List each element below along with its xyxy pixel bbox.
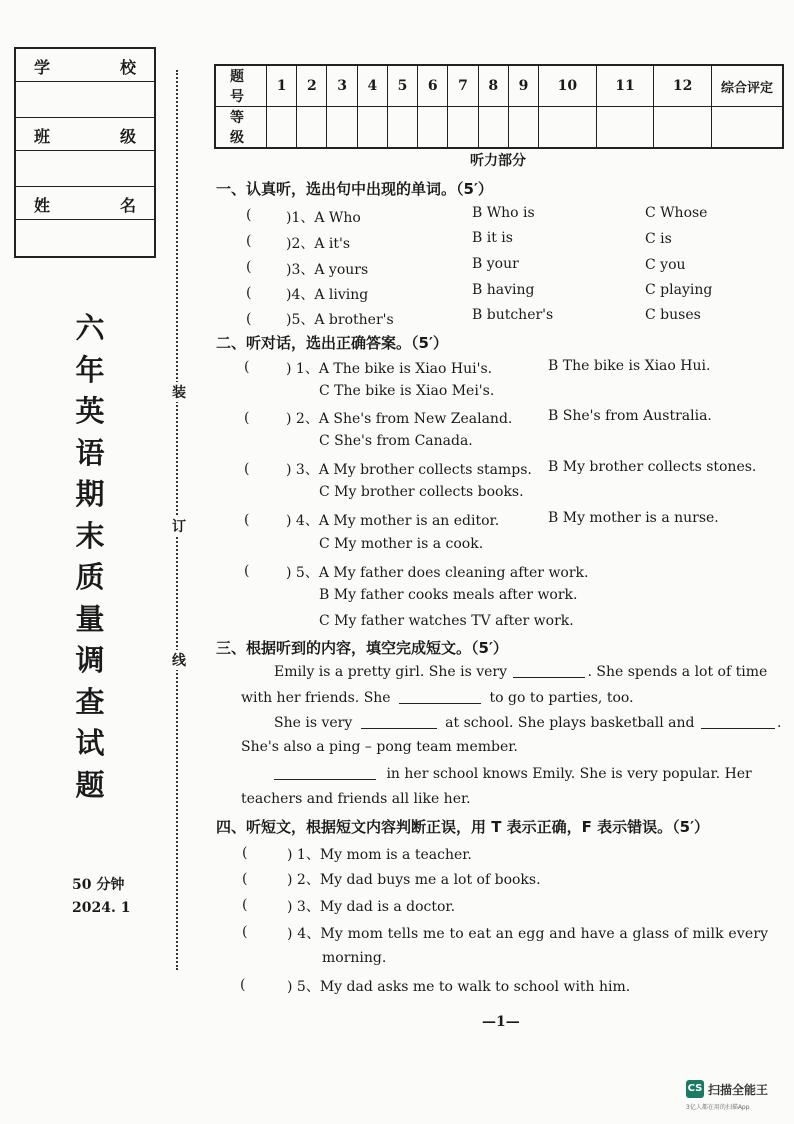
answer-paren[interactable]: ( [244,359,250,375]
s3-text: . [776,715,782,731]
s2-q4-a: ) 4、A My mother is an editor. [286,513,500,529]
score-header-question-no: 题 号 [215,65,267,107]
score-col-number: 11 [596,65,654,107]
listening-part-title: 听力部分 [470,153,526,169]
s1-q1-a: )1、A Who [286,210,361,226]
grade-cell[interactable] [539,107,597,149]
grade-cell[interactable] [387,107,417,149]
section-1-title: 一、认真听，选出句中出现的单词。（5′） [216,180,493,198]
s2-q3-c: C My brother collects books. [319,484,524,500]
grade-cell[interactable] [478,107,508,149]
grade-cell[interactable] [712,107,784,149]
s1-q1-c: C Whose [645,205,708,221]
title-char: 调 [75,643,105,677]
grade-cell[interactable] [508,107,538,149]
s3-text: Emily is a pretty girl. She is very [274,664,508,680]
school-label-char-1: 学 [34,58,51,77]
answer-paren[interactable]: ( [246,285,252,301]
s1-q2-a: )2、A it's [286,236,351,252]
s2-q1-c: C The bike is Xiao Mei's. [319,383,495,399]
answer-paren[interactable]: ( [244,410,250,426]
answer-paren[interactable]: ( [246,311,252,327]
section-4-title: 四、听短文，根据短文内容判断正误，用 T 表示正确，F 表示错误。（5′） [216,818,710,836]
grade-cell[interactable] [448,107,478,149]
answer-paren[interactable]: ( [242,871,248,887]
score-table-row-grades [215,107,783,149]
s2-q3-a: ) 3、A My brother collects stamps. [286,462,532,478]
name-field[interactable] [16,220,154,256]
title-char: 质 [75,560,105,594]
score-col-number: 2 [297,65,327,107]
title-char: 年 [75,352,105,387]
s1-q1-b: B Who is [472,205,535,221]
grade-cell[interactable] [654,107,712,149]
exam-duration: 50 分钟 [72,877,125,893]
exam-title-vertical [70,308,110,806]
school-label-row [16,49,154,82]
s4-q4: ) 4、My mom tells me to eat an egg and have a glass of milk every [287,926,769,942]
fill-blank-5[interactable] [274,765,376,780]
name-label-char-2: 名 [119,196,136,215]
s2-q5-a: ) 5、A My father does cleaning after work. [286,565,589,581]
answer-paren[interactable]: ( [242,845,248,861]
s3-text: She is very [274,715,353,731]
title-char: 六 [75,311,105,345]
score-table-row-numbers [215,65,783,107]
title-char: 试 [75,726,105,760]
page-number: —1— [482,1014,520,1030]
s2-q2-c: C She's from Canada. [319,433,473,449]
s1-q2-c: C is [645,231,672,247]
s4-q4-continued: morning. [322,950,387,966]
score-col-overall: 综合评定 [712,65,784,107]
class-label-char-2: 级 [119,127,136,146]
s4-q5: ) 5、My dad asks me to walk to school with him. [287,979,631,995]
s3-line-6: teachers and friends all like her. [241,791,471,807]
s1-q5-b: B butcher's [472,307,554,323]
school-label-char-2: 校 [119,58,136,77]
answer-paren[interactable]: ( [240,977,246,993]
answer-paren[interactable]: ( [242,924,248,940]
student-info-box [14,47,156,258]
score-col-number: 5 [387,65,417,107]
s1-q3-b: B your [472,256,519,272]
s4-q2: ) 2、My dad buys me a lot of books. [287,872,541,888]
class-field[interactable] [16,151,154,187]
s3-line-4: She's also a ping – pong team member. [241,739,518,755]
answer-paren[interactable]: ( [242,897,248,913]
binding-char-zhuang: 装 [170,382,188,402]
fill-blank-1[interactable] [513,663,585,678]
section-3-title: 三、根据听到的内容，填空完成短文。（5′） [216,639,508,657]
grade-cell[interactable] [418,107,448,149]
school-field[interactable] [16,82,154,118]
class-label-char-1: 班 [34,127,51,146]
s3-line-1 [274,663,767,680]
title-char: 量 [75,601,105,636]
answer-paren[interactable]: ( [246,233,252,249]
title-char: 语 [75,435,105,470]
answer-paren[interactable]: ( [246,207,252,223]
s4-q3: ) 3、My dad is a doctor. [287,899,456,915]
s2-q4-c: C My mother is a cook. [319,536,484,552]
title-char: 期 [75,477,105,511]
grade-cell[interactable] [267,107,297,149]
name-label-char-1: 姓 [34,196,51,215]
score-col-number: 12 [654,65,712,107]
score-col-number: 7 [448,65,478,107]
fill-blank-2[interactable] [399,689,481,704]
answer-paren[interactable]: ( [244,512,250,528]
s1-q4-c: C playing [645,282,713,298]
answer-paren[interactable]: ( [246,259,252,275]
score-col-number: 3 [327,65,357,107]
s3-line-3 [274,714,781,731]
score-col-number: 10 [539,65,597,107]
s1-q4-b: B having [472,282,535,298]
fill-blank-4[interactable] [701,714,775,729]
title-char: 题 [75,767,105,802]
score-table [214,64,784,149]
s1-q5-c: C buses [645,307,701,323]
grade-cell[interactable] [357,107,387,149]
name-label-row [16,187,154,220]
s2-q5-c: C My father watches TV after work. [319,613,574,629]
score-header-grade: 等 级 [215,107,267,149]
title-char: 查 [75,684,105,719]
grade-cell[interactable] [297,107,327,149]
score-col-number: 8 [478,65,508,107]
s2-q2-a: ) 2、A She's from New Zealand. [286,411,513,427]
s2-q5-b: B My father cooks meals after work. [319,587,578,603]
s2-q1-b: B The bike is Xiao Hui. [548,358,711,374]
s3-text: in her school knows Emily. She is very popular. Her [386,766,752,782]
s3-text: . She spends a lot of time [587,664,768,680]
class-label-row [16,118,154,151]
title-char: 英 [75,394,105,428]
s2-q2-b: B She's from Australia. [548,408,712,424]
s2-q4-b: B My mother is a nurse. [548,510,719,526]
s1-q3-c: C you [645,257,686,273]
binding-char-xian: 线 [170,650,188,670]
s1-q2-b: B it is [472,230,513,246]
score-col-number: 9 [508,65,538,107]
grade-cell[interactable] [327,107,357,149]
exam-date: 2024. 1 [72,900,131,916]
score-col-number: 6 [418,65,448,107]
s4-q1: ) 1、My mom is a teacher. [287,847,472,863]
s3-text: to go to parties, too. [489,690,634,706]
title-char: 末 [75,518,105,553]
grade-cell[interactable] [596,107,654,149]
s3-line-5 [274,765,752,782]
s2-q3-b: B My brother collects stones. [548,459,757,475]
s3-line-2 [241,689,634,706]
fill-blank-3[interactable] [361,714,437,729]
answer-paren[interactable]: ( [244,461,250,477]
s3-text: with her friends. She [241,690,391,706]
scanner-tagline: 3亿人都在用的扫描App [686,1104,750,1111]
scanner-app-name: 扫描全能王 [708,1083,769,1097]
camscanner-logo-icon: CS [686,1080,704,1098]
s1-q3-a: )3、A yours [286,262,369,278]
s2-q1-a: ) 1、A The bike is Xiao Hui's. [286,361,493,377]
s1-q5-a: )5、A brother's [286,312,394,328]
section-2-title: 二、听对话，选出正确答案。（5′） [216,334,448,352]
s1-q4-a: )4、A living [286,287,369,303]
score-col-number: 4 [357,65,387,107]
answer-paren[interactable]: ( [244,563,250,579]
s3-text: at school. She plays basketball and [445,715,695,731]
binding-char-ding: 订 [170,516,188,536]
score-col-number: 1 [267,65,297,107]
